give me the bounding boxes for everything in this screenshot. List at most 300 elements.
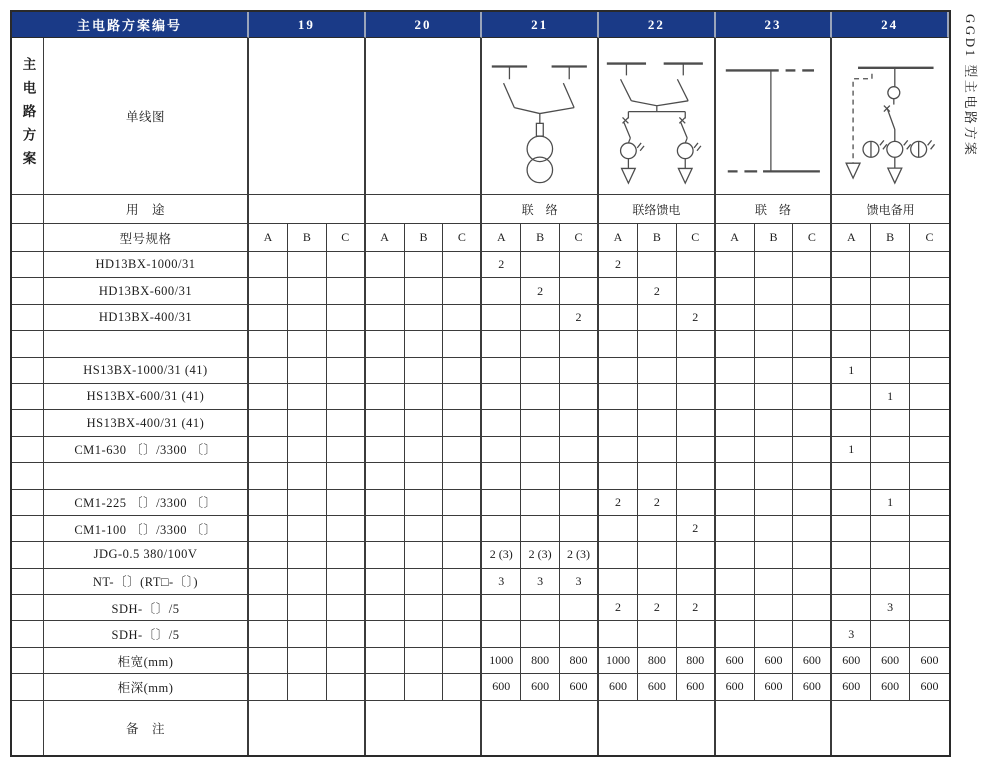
value-cell	[755, 305, 794, 331]
value-cell: 600	[716, 674, 755, 700]
value-cell	[832, 331, 871, 357]
header-scheme-23: 23	[716, 12, 833, 38]
value-cell	[560, 278, 599, 304]
value-cell	[638, 569, 677, 595]
value-cell	[832, 490, 871, 516]
value-cell	[560, 252, 599, 278]
left-spacer-cell	[12, 358, 44, 384]
value-cell	[638, 252, 677, 278]
value-cell	[793, 384, 832, 410]
value-cell	[871, 542, 910, 568]
value-cell	[871, 516, 910, 542]
value-cell: 800	[677, 648, 716, 674]
value-cell	[755, 595, 794, 621]
value-cell: 600	[910, 648, 949, 674]
value-cell	[793, 252, 832, 278]
usage-row-label: 用 途	[44, 195, 249, 224]
value-cell	[677, 490, 716, 516]
value-cell	[910, 542, 949, 568]
value-cell	[366, 437, 405, 463]
value-cell	[638, 384, 677, 410]
value-cell	[638, 305, 677, 331]
value-cell	[716, 569, 755, 595]
value-cell	[910, 252, 949, 278]
value-cell	[755, 331, 794, 357]
value-cell	[249, 542, 288, 568]
value-cell	[249, 463, 288, 489]
value-cell: 600	[677, 674, 716, 700]
remark-cell-23	[716, 701, 833, 755]
value-cell	[677, 463, 716, 489]
value-cell	[716, 516, 755, 542]
left-spacer-cell	[12, 701, 44, 755]
left-spacer-cell	[12, 410, 44, 436]
value-cell	[443, 621, 482, 647]
diagram-cell-20	[366, 38, 483, 195]
value-cell: 2	[599, 252, 638, 278]
left-spacer-cell	[12, 384, 44, 410]
model-row-label: CM1-225 〔〕/3300 〔〕	[44, 490, 249, 516]
vertical-section-label: 主电路方案	[12, 38, 44, 195]
value-cell	[521, 331, 560, 357]
subcol-header-4: B	[405, 224, 444, 252]
value-cell	[443, 331, 482, 357]
value-cell	[443, 490, 482, 516]
value-cell	[443, 516, 482, 542]
value-cell	[677, 569, 716, 595]
model-row-label: HD13BX-400/31	[44, 305, 249, 331]
subcol-header-0: A	[249, 224, 288, 252]
subcol-header-13: B	[755, 224, 794, 252]
value-cell: 600	[871, 648, 910, 674]
value-cell	[249, 410, 288, 436]
value-cell	[327, 648, 366, 674]
value-cell	[716, 358, 755, 384]
value-cell: 600	[910, 674, 949, 700]
model-row-label: HS13BX-600/31 (41)	[44, 384, 249, 410]
scheme-table	[10, 10, 951, 757]
value-cell	[443, 410, 482, 436]
value-cell	[482, 621, 521, 647]
value-cell	[327, 331, 366, 357]
remark-cell-20	[366, 701, 483, 755]
value-cell: 800	[638, 648, 677, 674]
value-cell: 2	[482, 252, 521, 278]
model-row-label: NT-〔〕(RT□-〔〕)	[44, 569, 249, 595]
value-cell: 600	[832, 648, 871, 674]
value-cell	[910, 595, 949, 621]
value-cell	[366, 516, 405, 542]
left-spacer-cell	[12, 437, 44, 463]
value-cell	[599, 542, 638, 568]
value-cell	[405, 437, 444, 463]
value-cell	[599, 437, 638, 463]
value-cell	[910, 437, 949, 463]
value-cell	[443, 595, 482, 621]
value-cell	[599, 516, 638, 542]
subcol-header-3: A	[366, 224, 405, 252]
value-cell	[755, 358, 794, 384]
usage-cell-19	[249, 195, 366, 224]
value-cell	[599, 621, 638, 647]
model-row-label: JDG-0.5 380/100V	[44, 542, 249, 568]
value-cell	[599, 410, 638, 436]
value-cell	[793, 490, 832, 516]
value-cell	[405, 621, 444, 647]
value-cell: 2	[638, 490, 677, 516]
value-cell	[521, 490, 560, 516]
value-cell	[366, 621, 405, 647]
value-cell	[288, 490, 327, 516]
value-cell	[910, 331, 949, 357]
usage-cell-24: 馈电备用	[832, 195, 949, 224]
value-cell	[327, 410, 366, 436]
value-cell	[249, 278, 288, 304]
value-cell	[793, 358, 832, 384]
value-cell: 600	[793, 674, 832, 700]
value-cell	[521, 437, 560, 463]
value-cell	[677, 410, 716, 436]
value-cell	[366, 674, 405, 700]
value-cell: 600	[599, 674, 638, 700]
value-cell	[366, 384, 405, 410]
value-cell	[755, 490, 794, 516]
remark-cell-19	[249, 701, 366, 755]
value-cell	[521, 252, 560, 278]
subcol-header-8: C	[560, 224, 599, 252]
model-row-label: HD13BX-1000/31	[44, 252, 249, 278]
value-cell	[599, 463, 638, 489]
value-cell	[638, 410, 677, 436]
value-cell	[288, 437, 327, 463]
left-spacer-cell	[12, 195, 44, 224]
value-cell	[716, 595, 755, 621]
value-cell	[638, 621, 677, 647]
value-cell	[288, 252, 327, 278]
left-spacer-cell	[12, 278, 44, 304]
subcol-header-15: A	[832, 224, 871, 252]
value-cell	[716, 278, 755, 304]
model-row-label: HD13BX-600/31	[44, 278, 249, 304]
value-cell	[288, 542, 327, 568]
value-cell	[521, 516, 560, 542]
single-line-diagram-feeder-standby	[832, 38, 949, 194]
diagram-cell-23	[716, 38, 833, 195]
value-cell	[755, 463, 794, 489]
value-cell: 600	[755, 674, 794, 700]
value-cell	[871, 331, 910, 357]
value-cell	[560, 516, 599, 542]
value-cell: 3	[521, 569, 560, 595]
value-cell	[910, 384, 949, 410]
value-cell	[793, 595, 832, 621]
value-cell	[327, 305, 366, 331]
value-cell	[327, 595, 366, 621]
header-scheme-24: 24	[832, 12, 949, 38]
remark-cell-22	[599, 701, 716, 755]
value-cell: 2	[521, 278, 560, 304]
value-cell	[443, 569, 482, 595]
value-cell	[793, 621, 832, 647]
value-cell	[638, 542, 677, 568]
value-cell	[249, 648, 288, 674]
value-cell	[288, 410, 327, 436]
model-row-label: 柜宽(mm)	[44, 648, 249, 674]
value-cell	[638, 331, 677, 357]
value-cell	[755, 410, 794, 436]
value-cell	[443, 437, 482, 463]
subcol-header-7: B	[521, 224, 560, 252]
value-cell	[560, 621, 599, 647]
value-cell	[405, 384, 444, 410]
value-cell: 3	[560, 569, 599, 595]
value-cell: 800	[521, 648, 560, 674]
value-cell	[832, 252, 871, 278]
value-cell	[677, 358, 716, 384]
value-cell	[249, 252, 288, 278]
value-cell	[638, 516, 677, 542]
value-cell	[755, 542, 794, 568]
value-cell	[366, 278, 405, 304]
value-cell	[755, 569, 794, 595]
left-spacer-cell	[12, 621, 44, 647]
value-cell	[599, 384, 638, 410]
value-cell	[366, 305, 405, 331]
value-cell	[327, 252, 366, 278]
value-cell: 1000	[482, 648, 521, 674]
value-cell: 3	[482, 569, 521, 595]
value-cell	[793, 278, 832, 304]
value-cell	[560, 490, 599, 516]
value-cell	[793, 542, 832, 568]
value-cell	[871, 278, 910, 304]
diagram-cell-21	[482, 38, 599, 195]
value-cell	[677, 542, 716, 568]
value-cell: 2	[677, 516, 716, 542]
value-cell	[793, 463, 832, 489]
value-cell	[327, 437, 366, 463]
value-cell	[249, 305, 288, 331]
value-cell: 2 (3)	[482, 542, 521, 568]
value-cell: 1	[832, 358, 871, 384]
value-cell	[755, 384, 794, 410]
value-cell	[482, 358, 521, 384]
header-scheme-20: 20	[366, 12, 483, 38]
remark-cell-21	[482, 701, 599, 755]
value-cell	[599, 358, 638, 384]
value-cell	[482, 516, 521, 542]
value-cell: 1	[832, 437, 871, 463]
value-cell: 2	[638, 278, 677, 304]
usage-cell-21: 联 络	[482, 195, 599, 224]
value-cell	[638, 358, 677, 384]
left-spacer-cell	[12, 674, 44, 700]
left-spacer-cell	[12, 305, 44, 331]
value-cell	[482, 437, 521, 463]
value-cell	[521, 595, 560, 621]
value-cell	[677, 621, 716, 647]
model-row-label: HS13BX-400/31 (41)	[44, 410, 249, 436]
value-cell	[482, 490, 521, 516]
value-cell	[871, 569, 910, 595]
value-cell	[599, 331, 638, 357]
subcol-header-2: C	[327, 224, 366, 252]
subcol-header-11: C	[677, 224, 716, 252]
value-cell: 2	[677, 595, 716, 621]
left-spacer-cell	[12, 648, 44, 674]
header-title: 主电路方案编号	[12, 12, 249, 38]
value-cell	[755, 516, 794, 542]
value-cell	[716, 305, 755, 331]
value-cell	[366, 358, 405, 384]
left-spacer-cell	[12, 490, 44, 516]
value-cell	[910, 569, 949, 595]
value-cell	[249, 621, 288, 647]
value-cell	[443, 305, 482, 331]
left-spacer-cell	[12, 516, 44, 542]
value-cell: 1000	[599, 648, 638, 674]
subcol-header-9: A	[599, 224, 638, 252]
value-cell	[443, 542, 482, 568]
value-cell	[405, 648, 444, 674]
model-row-label: CM1-100 〔〕/3300 〔〕	[44, 516, 249, 542]
value-cell: 600	[793, 648, 832, 674]
value-cell	[793, 331, 832, 357]
value-cell: 600	[871, 674, 910, 700]
value-cell	[716, 384, 755, 410]
value-cell	[288, 621, 327, 647]
value-cell	[560, 331, 599, 357]
value-cell	[716, 410, 755, 436]
value-cell	[871, 305, 910, 331]
value-cell	[288, 384, 327, 410]
value-cell	[249, 674, 288, 700]
model-spec-label: 型号规格	[44, 224, 249, 252]
model-row-label	[44, 331, 249, 357]
value-cell	[366, 542, 405, 568]
value-cell	[716, 437, 755, 463]
value-cell	[405, 463, 444, 489]
remark-row-label: 备 注	[44, 701, 249, 755]
value-cell	[288, 358, 327, 384]
left-spacer-cell	[12, 595, 44, 621]
value-cell	[716, 490, 755, 516]
usage-cell-23: 联 络	[716, 195, 833, 224]
value-cell	[599, 305, 638, 331]
value-cell	[405, 569, 444, 595]
value-cell: 2 (3)	[521, 542, 560, 568]
single-line-diagram-tie-two-feeders	[599, 38, 714, 194]
value-cell	[366, 490, 405, 516]
value-cell	[249, 490, 288, 516]
page-side-caption: GGD1 型主电路方案	[963, 14, 978, 158]
value-cell	[249, 569, 288, 595]
value-cell	[871, 621, 910, 647]
value-cell	[288, 331, 327, 357]
value-cell	[755, 252, 794, 278]
value-cell	[366, 648, 405, 674]
value-cell	[832, 384, 871, 410]
value-cell	[560, 410, 599, 436]
subcol-header-6: A	[482, 224, 521, 252]
left-spacer-cell	[12, 463, 44, 489]
value-cell	[910, 463, 949, 489]
value-cell	[366, 410, 405, 436]
value-cell	[599, 278, 638, 304]
value-cell	[327, 516, 366, 542]
value-cell	[405, 542, 444, 568]
value-cell: 600	[716, 648, 755, 674]
value-cell	[482, 595, 521, 621]
value-cell: 600	[832, 674, 871, 700]
value-cell	[327, 358, 366, 384]
value-cell	[521, 305, 560, 331]
value-cell	[288, 278, 327, 304]
usage-cell-22: 联络馈电	[599, 195, 716, 224]
left-spacer-cell	[12, 224, 44, 252]
header-scheme-21: 21	[482, 12, 599, 38]
value-cell	[288, 463, 327, 489]
value-cell	[288, 305, 327, 331]
value-cell	[405, 674, 444, 700]
value-cell: 2 (3)	[560, 542, 599, 568]
value-cell	[677, 278, 716, 304]
subcol-header-5: C	[443, 224, 482, 252]
value-cell	[327, 490, 366, 516]
value-cell	[288, 516, 327, 542]
diagram-cell-24	[832, 38, 949, 195]
value-cell	[249, 516, 288, 542]
usage-cell-20	[366, 195, 483, 224]
value-cell	[405, 490, 444, 516]
value-cell	[443, 278, 482, 304]
value-cell	[366, 595, 405, 621]
value-cell	[793, 410, 832, 436]
left-spacer-cell	[12, 542, 44, 568]
value-cell	[793, 516, 832, 542]
value-cell	[521, 463, 560, 489]
value-cell: 1	[871, 490, 910, 516]
value-cell	[716, 621, 755, 647]
value-cell	[405, 410, 444, 436]
value-cell	[521, 384, 560, 410]
value-cell: 2	[677, 305, 716, 331]
value-cell	[288, 674, 327, 700]
value-cell	[405, 331, 444, 357]
value-cell	[366, 463, 405, 489]
value-cell	[716, 463, 755, 489]
value-cell	[405, 278, 444, 304]
value-cell	[482, 331, 521, 357]
single-line-diagram-tie-voltage-transformer	[482, 38, 597, 194]
value-cell	[832, 569, 871, 595]
value-cell	[677, 331, 716, 357]
value-cell	[871, 463, 910, 489]
value-cell	[327, 278, 366, 304]
value-cell	[521, 621, 560, 647]
value-cell	[443, 384, 482, 410]
value-cell: 600	[560, 674, 599, 700]
value-cell	[288, 595, 327, 621]
value-cell	[288, 569, 327, 595]
left-spacer-cell	[12, 252, 44, 278]
subcol-header-16: B	[871, 224, 910, 252]
value-cell: 600	[482, 674, 521, 700]
remark-cell-24	[832, 701, 949, 755]
value-cell	[832, 410, 871, 436]
value-cell	[755, 621, 794, 647]
value-cell: 600	[755, 648, 794, 674]
